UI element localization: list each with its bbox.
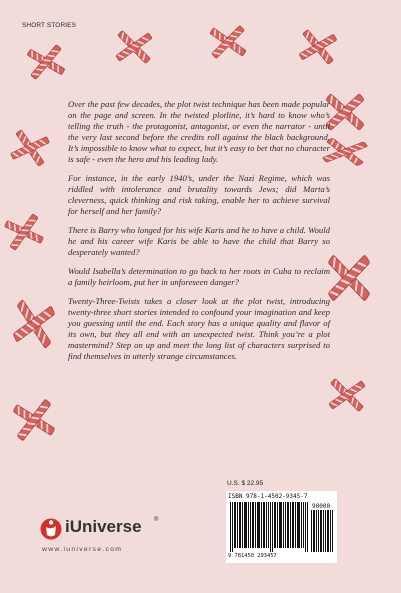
- blurb-paragraph: Twenty-Three-Twists takes a closer look at the plot twist, introducing twenty-three short stories intended to confound your imagination and keep you guessing until the end. Each story has a unique quality and flavor of its own, but they all end with an unexpected twist. Think you’re a plot mastermind? Step on up and meet the long list of characters surprised to find themselves in utterly strange circumstances.: [68, 296, 330, 361]
- candy-twist-icon: [12, 298, 56, 349]
- candy-twist-icon: [328, 255, 370, 301]
- blurb-paragraph: There is Barry who longed for his wife Karis and he to have a child. Would he and his career wife Karis be able to have the child that Barry so desperately wanted?: [68, 225, 330, 257]
- candy-twist-icon: [298, 29, 338, 66]
- barcode-number: 9 781450 293457: [228, 553, 277, 559]
- blurb-paragraph: Over the past few decades, the plot twist technique has been made popular on the page and screen. In the twisted plotline, it’s hard to know who’s telling the truth - the protagonist, antagonist, or even the narrator - until the very last second before the credits roll against the black background. It’s impossible to know what to expect, but it’s easy to bet that no character is safe - even the hero and his leading lady.: [68, 99, 330, 164]
- publisher-url: www.iuniverse.com: [42, 546, 123, 553]
- back-cover-blurb: [68, 99, 330, 370]
- candy-twist-icon: [3, 213, 45, 252]
- isbn-number: ISBN 978-1-4502-9345-7: [228, 493, 308, 500]
- isbn-barcode: [226, 491, 337, 563]
- barcode-bars: [228, 502, 335, 552]
- isbn-text: [228, 493, 335, 500]
- iuniverse-logo-icon: [40, 517, 62, 541]
- blurb-paragraph: Would Isabella’s determination to go back to her roots in Cuba to reclaim a family heirloom, put her in unforeseen danger?: [68, 266, 330, 287]
- candy-twist-icon: [326, 93, 365, 130]
- candy-twist-icon: [9, 129, 51, 168]
- candy-twist-icon: [115, 30, 153, 64]
- genre-label: SHORT STORIES: [22, 22, 77, 29]
- candy-twist-icon: [328, 378, 366, 412]
- blurb-paragraph: For instance, in the early 1940’s, under the Nazi Regime, which was riddled with intolerance and brutality towards Jews; did Marta’s cleverness, quick thinking and risk taking, enable her to achieve survival for herself and her family?: [68, 173, 330, 216]
- barcode-addon: 90000: [312, 503, 331, 510]
- candy-twist-icon: [12, 398, 56, 442]
- publisher-registered-mark: ®: [154, 517, 159, 523]
- price-label: U.S. $ 22.95: [227, 480, 264, 487]
- candy-twist-icon: [209, 25, 247, 59]
- publisher-logo-name: iUniverse: [65, 517, 142, 536]
- candy-twist-icon: [26, 44, 66, 81]
